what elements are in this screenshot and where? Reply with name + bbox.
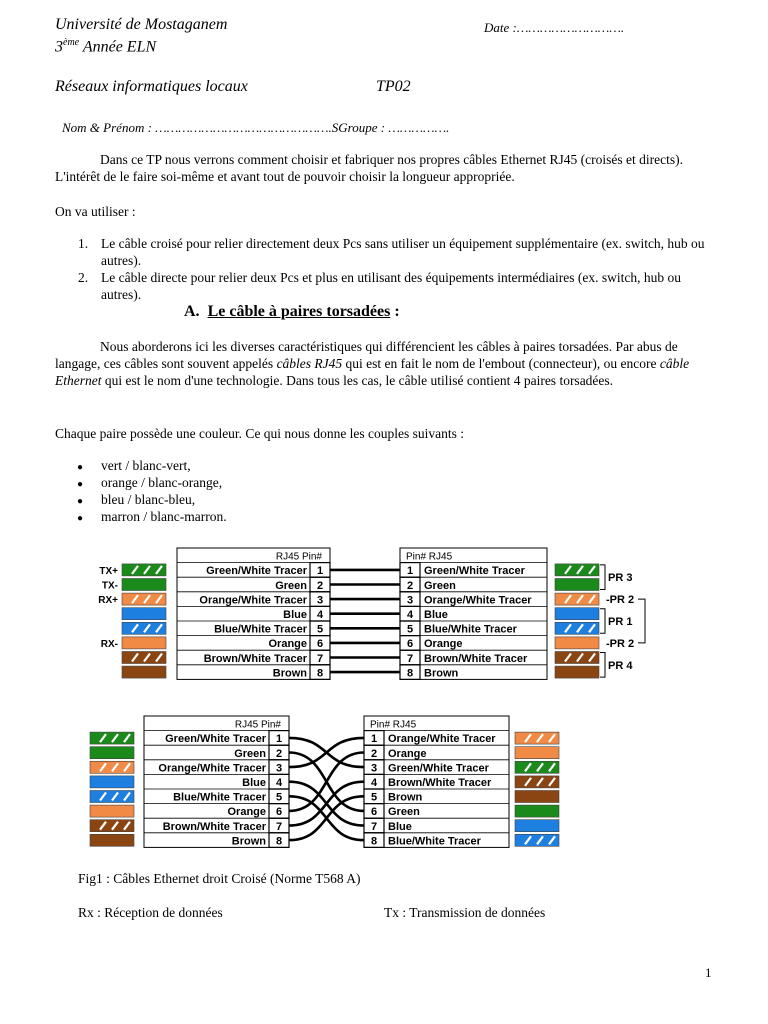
wire-color-swatch: [122, 666, 166, 678]
pairs-list: ● vert / blanc-vert, ● orange / blanc-orange, ● bleu / blanc-bleu, ● marron / blanc-marron.: [0, 457, 400, 527]
wire-color-swatch: [90, 834, 134, 846]
tp-label: TP02: [376, 78, 411, 95]
pin-number: 4: [275, 777, 283, 789]
signal-tag: RX+: [98, 595, 118, 607]
table-header: RJ45 Pin#: [234, 719, 281, 731]
pin-number: 6: [406, 638, 414, 651]
wire-label: Brown: [272, 667, 307, 680]
wire-color-swatch: [122, 637, 166, 649]
wire-label: Green: [424, 579, 456, 592]
pin-number: 2: [275, 747, 283, 760]
tx-definition: Tx : Transmission de données: [384, 905, 546, 920]
pin-number: 7: [406, 652, 414, 665]
pin-number: 8: [316, 667, 324, 680]
wire-label: Blue: [424, 609, 448, 621]
wire-color-swatch: [515, 805, 559, 817]
pin-number: 4: [406, 609, 414, 621]
pair-bracket: [638, 599, 645, 643]
pin-number: 8: [275, 835, 283, 848]
pin-number: 3: [370, 762, 378, 775]
university-name: Université de Mostaganem: [55, 16, 228, 33]
bullet-icon: ●: [77, 479, 84, 490]
wire-label: Orange: [388, 747, 427, 760]
wire-label: Brown: [424, 667, 459, 680]
list-item: 1. Le câble croisé pour relier directement deux Pcs sans utiliser un équipement supplémentaire (ex. switch, hub ou autres).: [78, 236, 705, 268]
wire-color-swatch: [515, 791, 559, 803]
date-field: Date :……………………….: [484, 20, 625, 35]
pin-number: 4: [370, 777, 378, 789]
wire-label: Blue/White Tracer: [388, 835, 481, 848]
pin-number: 5: [406, 623, 414, 636]
pin-number: 3: [316, 594, 324, 607]
pin-number: 1: [370, 733, 378, 746]
pin-number: 2: [370, 747, 378, 760]
wire-label: Orange: [424, 638, 463, 651]
wire-label: Green: [388, 806, 420, 819]
year-label: 3ème Année ELN: [55, 37, 157, 56]
wire-color-swatch: [515, 820, 559, 832]
pin-number: 8: [406, 667, 414, 680]
wire-label: Orange/White Tracer: [424, 594, 532, 607]
signal-tag: TX-: [101, 580, 118, 592]
wire-color-swatch: [90, 747, 134, 759]
pair-label-pr2: -PR 2: [606, 594, 635, 607]
pin-number: 5: [275, 791, 283, 804]
pin-number: 2: [316, 579, 324, 592]
wire-label: Orange/White Tracer: [388, 733, 496, 746]
twisted-pair-paragraph: Nous aborderons ici les diverses caractéristiques qui différencient les câbles à paires torsadées. Par abus de langage, ces câbles sont souvent appelés câbles RJ45 qui est en fait le nom de l'embout (connecteur), ou encore câble Ethernet qui est le nom d'une technologie. Dans tous les cas, le câble utilisé contient 4 paires torsadées.: [55, 339, 690, 388]
wire-label: Blue/White Tracer: [214, 623, 307, 636]
pin-number: 6: [275, 806, 283, 819]
pin-number: 7: [275, 820, 283, 833]
pin-number: 7: [316, 652, 324, 665]
pair-label-pr2: -PR 2: [606, 637, 635, 650]
wire-label: Orange: [268, 638, 307, 651]
wire-color-swatch: [122, 608, 166, 620]
wire-label: Blue: [388, 820, 412, 833]
bullet-icon: ●: [77, 496, 84, 507]
pin-number: 2: [406, 579, 414, 592]
pin-number: 1: [275, 733, 283, 746]
pairs-intro: Chaque paire possède une couleur. Ce qui nous donne les couples suivants :: [55, 426, 465, 441]
wire-color-swatch: [555, 637, 599, 649]
name-group-line: Nom & Prénom : ……………………………………….SGroupe : …………….: [62, 120, 450, 135]
pin-number: 3: [275, 762, 283, 775]
section-heading: A. Le câble à paires torsadées :: [184, 303, 400, 320]
wire-label: Green: [275, 579, 307, 592]
pair-bracket: [600, 609, 605, 634]
rx-definition: Rx : Réception de données: [78, 905, 223, 920]
crossover-wire: [289, 738, 364, 767]
wire-label: Orange/White Tracer: [199, 594, 307, 607]
wire-label: Green/White Tracer: [165, 733, 266, 746]
pin-number: 6: [370, 806, 378, 819]
wire-color-swatch: [515, 747, 559, 759]
wire-label: Brown: [231, 835, 266, 848]
pair-label-pr3: PR 3: [608, 572, 633, 585]
on-va-label: On va utiliser :: [55, 204, 136, 219]
intro-paragraph: Dans ce TP nous verrons comment choisir et fabriquer nos propres câbles Ethernet RJ45 (croisés et directs). L'intérêt de le faire soi-même et avant tout de pouvoir choisir la longueur appropriée.: [55, 152, 683, 184]
wire-label: Blue: [283, 609, 307, 621]
pair-label-pr1: PR 1: [608, 616, 633, 628]
course-title: Réseaux informatiques locaux: [55, 78, 248, 95]
wire-label: Brown: [388, 791, 423, 804]
figure-caption: Fig1 : Câbles Ethernet droit Croisé (Norme T568 A): [78, 871, 361, 886]
table-header: Pin# RJ45: [406, 551, 453, 563]
pair-label-pr4: PR 4: [608, 659, 633, 672]
table-header: RJ45 Pin#: [275, 551, 322, 563]
wire-label: Green: [234, 747, 266, 760]
wire-label: Green/White Tracer: [206, 565, 307, 578]
pin-number: 8: [370, 835, 378, 848]
rj45-wiring-diagram: [0, 540, 768, 860]
signal-tag: RX-: [100, 638, 118, 650]
wire-label: Blue: [242, 777, 266, 789]
pin-number: 3: [406, 594, 414, 607]
wire-color-swatch: [555, 666, 599, 678]
table-header: Pin# RJ45: [370, 719, 417, 731]
wire-color-swatch: [555, 579, 599, 591]
wire-label: Green/White Tracer: [424, 565, 525, 578]
wire-color-swatch: [122, 579, 166, 591]
list-item: 2. Le câble directe pour relier deux Pcs et plus en utilisant des équipements intermédiaires (ex. switch, hub ou autres).: [78, 270, 681, 302]
wire-label: Blue/White Tracer: [424, 623, 517, 636]
wire-label: Blue/White Tracer: [173, 791, 266, 804]
bullet-icon: ●: [77, 462, 84, 473]
pin-number: 1: [316, 565, 324, 578]
wire-label: Brown/White Tracer: [424, 652, 528, 665]
pin-number: 4: [316, 609, 324, 621]
wire-label: Brown/White Tracer: [162, 820, 266, 833]
wire-label: Orange: [227, 806, 266, 819]
wire-color-swatch: [90, 805, 134, 817]
pin-number: 5: [370, 791, 378, 804]
wire-color-swatch: [90, 776, 134, 788]
wire-label: Brown/White Tracer: [388, 777, 492, 789]
pin-number: 5: [316, 623, 324, 636]
signal-tag: TX+: [99, 565, 118, 577]
page-number: 1: [705, 965, 712, 980]
pin-number: 7: [370, 820, 378, 833]
pair-bracket: [600, 653, 605, 678]
wire-label: Orange/White Tracer: [158, 762, 266, 775]
pin-number: 6: [316, 638, 324, 651]
pair-bracket: [600, 565, 605, 590]
wire-color-swatch: [555, 608, 599, 620]
bullet-icon: ●: [77, 513, 84, 524]
wire-label: Brown/White Tracer: [203, 652, 307, 665]
wire-label: Green/White Tracer: [388, 762, 489, 775]
pin-number: 1: [406, 565, 414, 578]
